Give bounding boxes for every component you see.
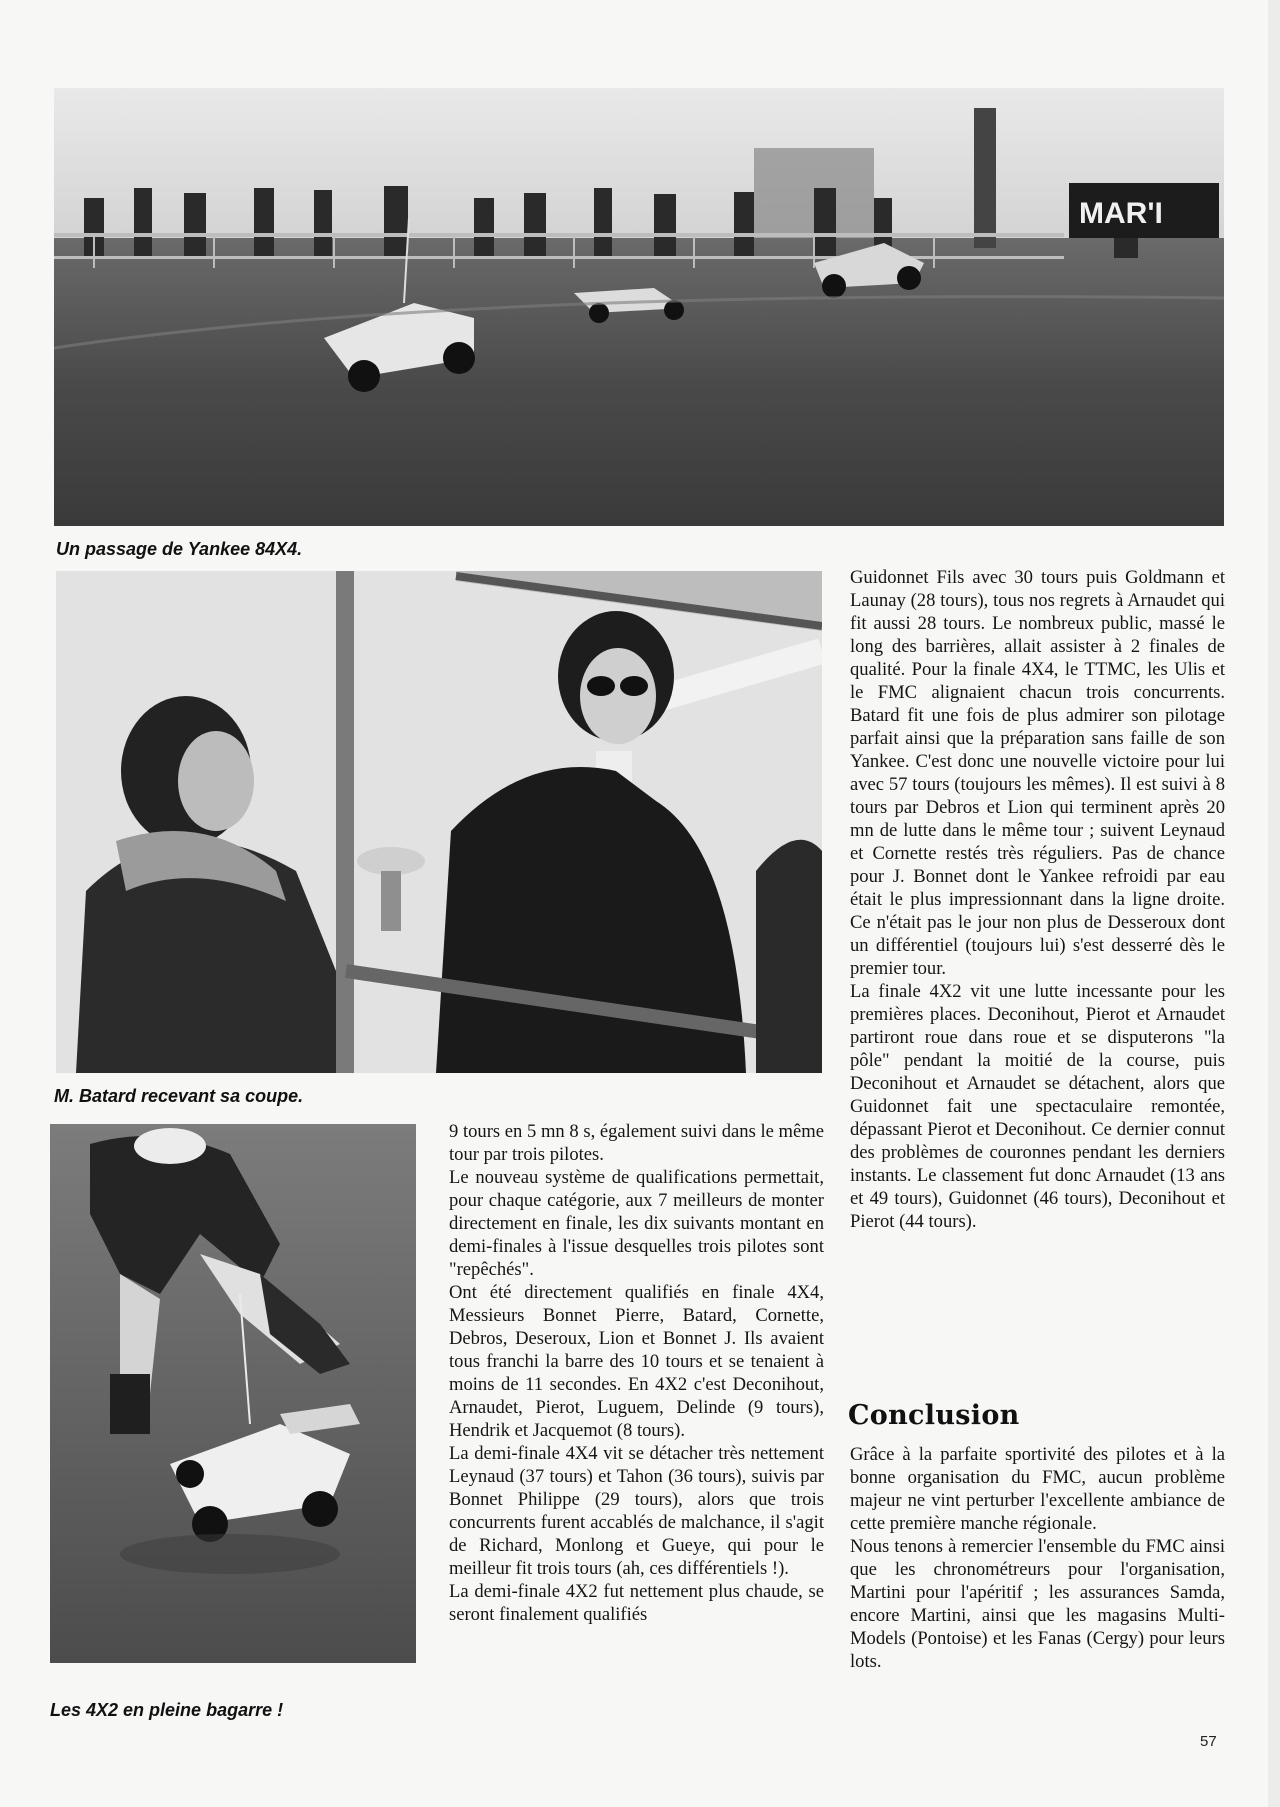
paragraph: 9 tours en 5 mn 8 s, également suivi dans le même tour par trois pilotes. xyxy=(449,1121,824,1165)
text-column-middle xyxy=(449,1120,824,1626)
caption-top: Un passage de Yankee 84X4. xyxy=(56,539,303,559)
paragraph: La finale 4X2 vit une lutte incessante pour les premières places. Deconihout, Pierot et Arnaudet partiront roue dans roue et se disputerons "la pôle" pendant la moitié de la course, puis Deconihout et Arnaudet se détachent, alors que Guidonnet fait une spectaculaire remontée, dépassant Pierot et Deconihout. Ce dernier connut des problèmes de couronnes pendant les derniers instants. Le classement fut donc Arnaudet (13 ans et 49 tours), Guidonnet (46 tours), Deconihout et Pierot (44 tours). xyxy=(850,981,1225,1232)
trophy-image xyxy=(56,571,822,1073)
page-number: 57 xyxy=(1200,1733,1217,1750)
race-track-image xyxy=(54,88,1224,526)
4x2-cars-image xyxy=(50,1124,416,1663)
paragraph: Ont été directement qualifiés en finale 4X4, Messieurs Bonnet Pierre, Batard, Cornette, Debros, Deseroux, Lion et Bonnet J. Ils avaient tous franchi la barre des 10 tours et se tenaient à moins de 11 secondes. En 4X2 c'est Deconihout, Arnaudet, Pierot, Luguem, Delinde (9 tours), Hendrik et Jacquemot (8 tours). xyxy=(449,1282,824,1441)
text-column-right xyxy=(850,566,1225,1233)
paragraph: Grâce à la parfaite sportivité des pilotes et à la bonne organisation du FMC, aucun problème majeur ne vint perturber l'excellente ambiance de cette première manche régionale. xyxy=(850,1444,1225,1534)
paragraph: Nous tenons à remercier l'ensemble du FMC ainsi que les chronométreurs pour l'organisation, Martini pour l'apéritif ; les assurances Samda, encore Martini, ainsi que les magasins Multi-Models (Pontoise) et les Fanas (Cergy) pour leurs lots. xyxy=(850,1536,1225,1672)
paragraph: Le nouveau système de qualifications permettait, pour chaque catégorie, aux 7 meilleurs de monter directement en finale, les dix suivants montant en demi-finales à l'issue desquelles trois pilotes sont "repêchés". xyxy=(449,1167,824,1280)
conclusion-column xyxy=(850,1443,1225,1673)
banner-sign: MAR'I xyxy=(1079,197,1163,230)
paragraph: Guidonnet Fils avec 30 tours puis Goldmann et Launay (28 tours), tous nos regrets à Arnaudet qui fit aussi 28 tours. Le nombreux public, massé le long des barrières, allait assister à 2 finales de qualité. Pour la finale 4X4, le TTMC, les Ulis et le FMC alignaient chacun trois concurrents. Batard fit une fois de plus admirer son pilotage parfait ainsi que la préparation sans faille de son Yankee. C'est donc une nouvelle victoire pour lui avec 57 tours (toujours les mêmes). Il est suivi à 8 tours par Debros et Lion qui terminent après 20 mn de lutte dans le même tour ; suivent Leynaud et Cornette restés très réguliers. Pas de chance pour J. Bonnet dont le Yankee refroidi par eau était le plus impressionnant dans la ligne droite. Ce n'était pas le jour non plus de Desseroux dont un différentiel (toujours lui) s'est desserré dès le premier tour. xyxy=(850,567,1225,979)
caption-bottom: Les 4X2 en pleine bagarre ! xyxy=(50,1700,284,1720)
paragraph: La demi-finale 4X2 fut nettement plus chaude, se seront finalement qualifiés xyxy=(449,1581,824,1625)
page-edge xyxy=(1268,0,1280,1807)
photo-trophy xyxy=(56,571,822,1073)
paragraph: La demi-finale 4X4 vit se détacher très nettement Leynaud (37 tours) et Tahon (36 tours), suivis par Bonnet Philippe (29 tours), alors que trois concurrents furent accablés de malchance, il s'agit de Richard, Monlong et Gueye, qui pour le meilleur fit trois tours (ah, ces différentiels !). xyxy=(449,1443,824,1579)
caption-middle: M. Batard recevant sa coupe. xyxy=(54,1086,304,1106)
section-heading: Conclusion xyxy=(848,1400,1020,1431)
photo-race-track xyxy=(54,88,1224,526)
photo-4x2-cars xyxy=(50,1124,416,1663)
